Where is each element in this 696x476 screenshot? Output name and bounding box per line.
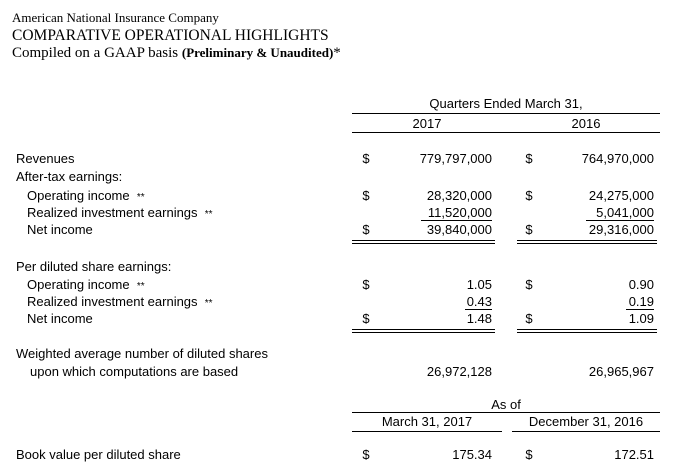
quarters-header: Quarters Ended March 31,: [429, 96, 583, 111]
company-name: American National Insurance Company: [12, 10, 219, 25]
as-of-col1-rule: [352, 431, 502, 432]
per-share-heading: Per diluted share earnings:: [16, 259, 172, 274]
label-text: Operating income: [27, 188, 130, 203]
as-of-col1-header: March 31, 2017: [381, 414, 473, 429]
ps-operating-income-label: [27, 277, 145, 294]
weighted-2017: 26,972,128: [426, 364, 492, 379]
currency-symbol: $: [362, 151, 370, 166]
footnote-mark: **: [136, 192, 145, 203]
ps-operating-income-2016: 0.90: [628, 277, 654, 292]
year-2016-header: 2016: [571, 116, 601, 131]
ps-total-rule-2016: [517, 329, 657, 333]
ps-realized-investment-2017: 0.43: [466, 294, 492, 309]
as-of-rule: [352, 412, 660, 413]
footnote-mark: **: [204, 298, 213, 309]
subtitle-mark: *: [333, 45, 341, 61]
subtotal-rule-2016: [586, 220, 654, 221]
ps-total-rule-2017: [352, 329, 495, 333]
subtitle-plain: Compiled on a GAAP basis: [12, 45, 182, 61]
book-value-march-2017: 175.34: [452, 447, 492, 462]
book-value-label: Book value per diluted share: [16, 447, 181, 462]
currency-symbol: $: [525, 311, 533, 326]
weighted-label-line1: Weighted average number of diluted shares: [16, 346, 268, 361]
report-subtitle: [12, 45, 341, 62]
realized-investment-2017: 11,520,000: [427, 205, 492, 220]
ps-realized-investment-label: [27, 294, 213, 311]
net-income-2017: 39,840,000: [426, 222, 492, 237]
ps-subtotal-rule-2016: [626, 309, 654, 310]
currency-symbol: $: [525, 222, 533, 237]
currency-symbol: $: [362, 277, 370, 292]
ps-net-income-label: Net income: [27, 311, 93, 326]
year-2017-header: 2017: [412, 116, 442, 131]
realized-investment-label: [27, 205, 213, 222]
label-text: Operating income: [27, 277, 130, 292]
net-income-2016: 29,316,000: [588, 222, 654, 237]
after-tax-heading: After-tax earnings:: [16, 169, 123, 184]
subtitle-bold: (Preliminary & Unaudited): [181, 45, 334, 60]
ps-subtotal-rule-2017: [465, 309, 492, 310]
weighted-label-line2: upon which computations are based: [30, 364, 239, 379]
currency-symbol: $: [362, 188, 370, 203]
net-income-label: Net income: [27, 222, 93, 237]
total-rule-2016: [517, 240, 657, 244]
revenues-label: Revenues: [16, 151, 75, 166]
header-rule: [352, 113, 660, 114]
currency-symbol: $: [525, 151, 533, 166]
currency-symbol: $: [525, 447, 533, 462]
revenues-2016: 764,970,000: [581, 151, 654, 166]
subtotal-rule-2017: [421, 220, 492, 221]
ps-realized-investment-2016: 0.19: [628, 294, 654, 309]
operating-income-2016: 24,275,000: [588, 188, 654, 203]
ps-net-income-2016: 1.09: [628, 311, 654, 326]
year-rule: [352, 132, 660, 133]
realized-investment-2016: 5,041,000: [596, 205, 654, 220]
currency-symbol: $: [525, 277, 533, 292]
ps-net-income-2017: 1.48: [466, 311, 492, 326]
book-value-december-2016: 172.51: [614, 447, 654, 462]
footnote-mark: **: [204, 209, 213, 220]
label-text: Realized investment earnings: [27, 205, 198, 220]
currency-symbol: $: [362, 447, 370, 462]
currency-symbol: $: [362, 311, 370, 326]
weighted-2016: 26,965,967: [588, 364, 654, 379]
report-title: COMPARATIVE OPERATIONAL HIGHLIGHTS: [12, 27, 329, 44]
operating-income-label: [27, 188, 145, 205]
operating-income-2017: 28,320,000: [426, 188, 492, 203]
currency-symbol: $: [525, 188, 533, 203]
label-text: Realized investment earnings: [27, 294, 198, 309]
as-of-header: As of: [491, 397, 521, 412]
footnote-mark: **: [136, 281, 145, 292]
revenues-2017: 779,797,000: [419, 151, 492, 166]
ps-operating-income-2017: 1.05: [466, 277, 492, 292]
as-of-col2-header: December 31, 2016: [528, 414, 644, 429]
currency-symbol: $: [362, 222, 370, 237]
total-rule-2017: [352, 240, 495, 244]
as-of-col2-rule: [512, 431, 660, 432]
